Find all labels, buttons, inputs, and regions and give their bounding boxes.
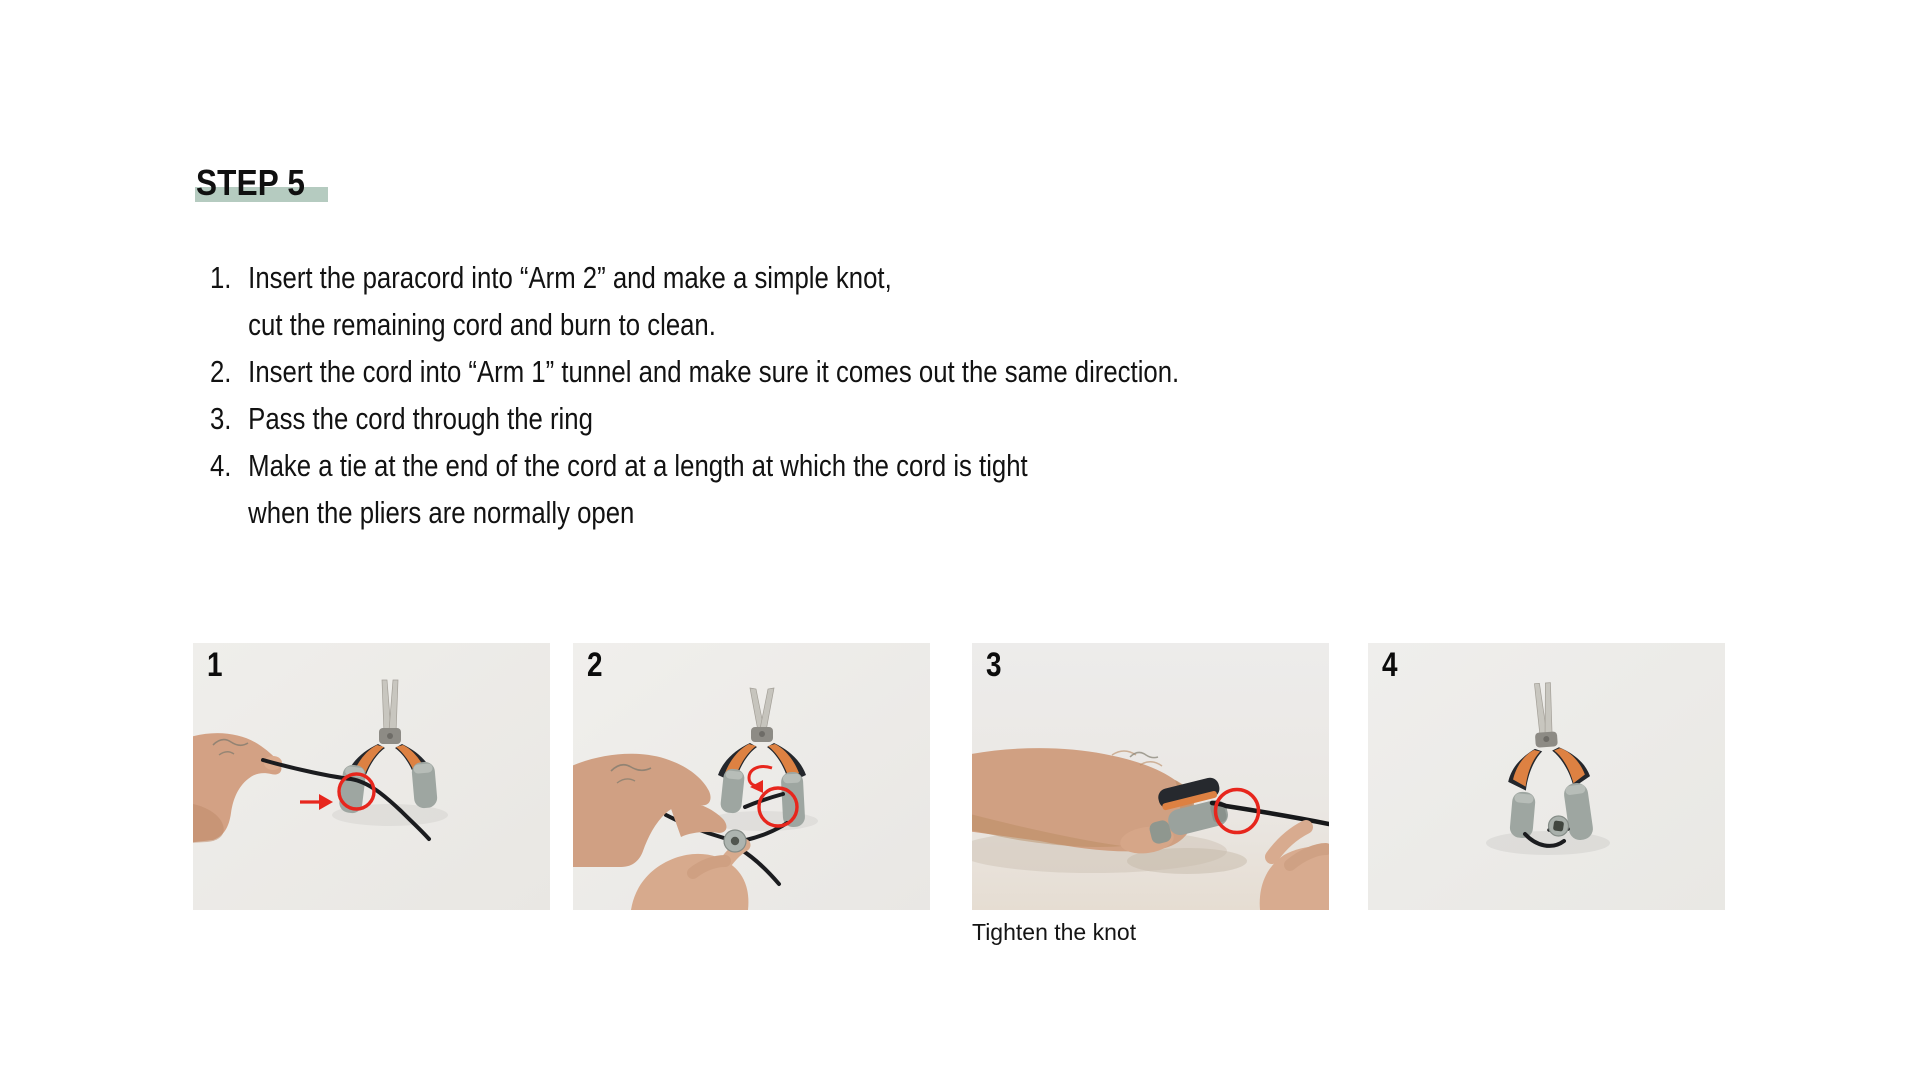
photo-caption: Tighten the knot <box>972 919 1137 945</box>
page-title: STEP 5 <box>196 162 306 203</box>
arm-2-cap <box>1509 791 1536 839</box>
instruction-line <box>210 254 1179 301</box>
photo-1-illustration <box>193 643 550 910</box>
list-number: 4. <box>210 448 232 483</box>
instruction-text: Insert the paracord into “Arm 2” and make a simple knot, <box>248 260 892 295</box>
instruction-text: when the pliers are normally open <box>248 495 635 530</box>
list-number: 3. <box>210 401 232 436</box>
arm-1-cap <box>411 761 438 809</box>
photo-step-4 <box>1368 643 1725 910</box>
ring-bead <box>1549 816 1569 836</box>
instruction-text: Pass the cord through the ring <box>248 401 593 436</box>
ring-bead <box>724 830 746 852</box>
instruction-line <box>210 301 1179 348</box>
pliers-shadow <box>1486 831 1610 855</box>
list-number: 2. <box>210 354 232 389</box>
instruction-text: cut the remaining cord and burn to clean. <box>248 307 716 342</box>
photo-step-3 <box>972 643 1329 945</box>
list-number: 1. <box>210 260 232 295</box>
photo-step-2 <box>573 643 930 910</box>
instruction-line <box>210 348 1179 395</box>
step-header <box>195 162 320 203</box>
photo-number-label: 3 <box>986 646 1002 684</box>
photo-step-1 <box>193 643 550 910</box>
photo-number-label: 2 <box>587 646 603 684</box>
instruction-text: Insert the cord into “Arm 1” tunnel and make sure it comes out the same direction. <box>248 354 1180 389</box>
list-number <box>210 489 248 536</box>
photo-3-illustration <box>972 643 1329 910</box>
instruction-line <box>210 395 1179 442</box>
photo-number-label: 1 <box>207 646 223 684</box>
photo-number-label: 4 <box>1382 646 1398 684</box>
instruction-line <box>210 489 1179 536</box>
instruction-text: Make a tie at the end of the cord at a length at which the cord is tight <box>248 448 1028 483</box>
photo-4-illustration <box>1368 643 1725 910</box>
photo-2-illustration <box>573 643 930 910</box>
instruction-line <box>210 442 1179 489</box>
instruction-list <box>210 254 1179 536</box>
list-number <box>210 301 248 348</box>
